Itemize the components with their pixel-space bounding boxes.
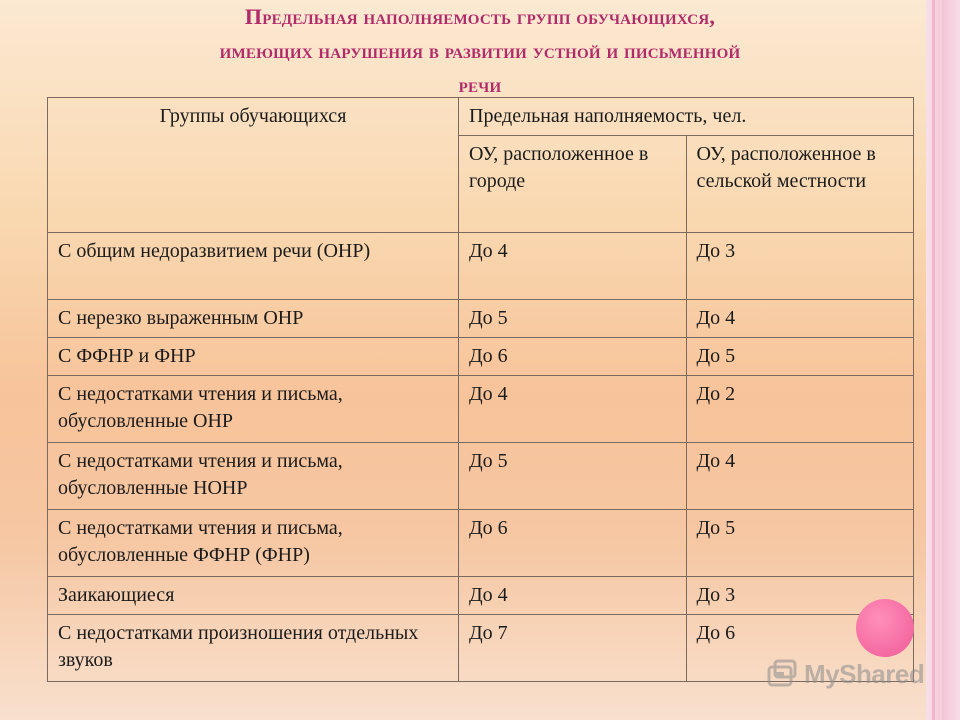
cell-rural: До 5 [686, 510, 914, 577]
table-header-row [48, 98, 914, 136]
myshared-logo-icon [766, 658, 798, 690]
header-capacity: Предельная наполняемость, чел. [459, 98, 914, 136]
cell-group: С недостатками чтения и письма, обусловленные НОНР [48, 443, 459, 510]
capacity-table [47, 97, 914, 682]
table-row [48, 338, 914, 376]
cell-rural: До 4 [686, 300, 914, 338]
cell-rural: До 5 [686, 338, 914, 376]
cell-city: До 4 [459, 233, 687, 300]
table-row [48, 300, 914, 338]
cell-rural: До 6 [686, 615, 914, 682]
slide-title [60, 0, 900, 102]
header-groups: Группы обучающихся [48, 98, 459, 233]
cell-group: С нерезко выраженным ОНР [48, 300, 459, 338]
cell-city: До 6 [459, 510, 687, 577]
cell-group: С общим недоразвитием речи (ОНР) [48, 233, 459, 300]
table-row [48, 233, 914, 300]
title-line-2: имеющих нарушения в развитии устной и письменной [219, 38, 741, 63]
cell-group: С недостатками чтения и письма, обусловленные ФФНР (ФНР) [48, 510, 459, 577]
cell-city: До 6 [459, 338, 687, 376]
myshared-watermark [766, 654, 924, 694]
cell-rural: До 3 [686, 233, 914, 300]
cell-group: С недостатками чтения и письма, обусловленные ОНР [48, 376, 459, 443]
cell-city: До 4 [459, 577, 687, 615]
cell-rural: До 3 [686, 577, 914, 615]
subheader-rural: ОУ, расположенное в сельской местности [686, 136, 914, 233]
decorative-right-band [926, 0, 960, 720]
cell-city: До 7 [459, 615, 687, 682]
table-row [48, 510, 914, 577]
cell-city: До 4 [459, 376, 687, 443]
table-row [48, 577, 914, 615]
cell-city: До 5 [459, 300, 687, 338]
cell-group: С ФФНР и ФНР [48, 338, 459, 376]
title-line-1: Предельная наполняемость групп обучающихся, [244, 4, 716, 29]
title-line-3: речи [458, 72, 502, 97]
cell-rural: До 4 [686, 443, 914, 510]
table-row [48, 376, 914, 443]
watermark-text: MyShared [804, 658, 925, 689]
decorative-pink-circle [856, 599, 914, 657]
cell-city: До 5 [459, 443, 687, 510]
subheader-city: ОУ, расположенное в городе [459, 136, 687, 233]
cell-rural: До 2 [686, 376, 914, 443]
cell-group: Заикающиеся [48, 577, 459, 615]
cell-group: С недостатками произношения отдельных звуков [48, 615, 459, 682]
table-row [48, 443, 914, 510]
